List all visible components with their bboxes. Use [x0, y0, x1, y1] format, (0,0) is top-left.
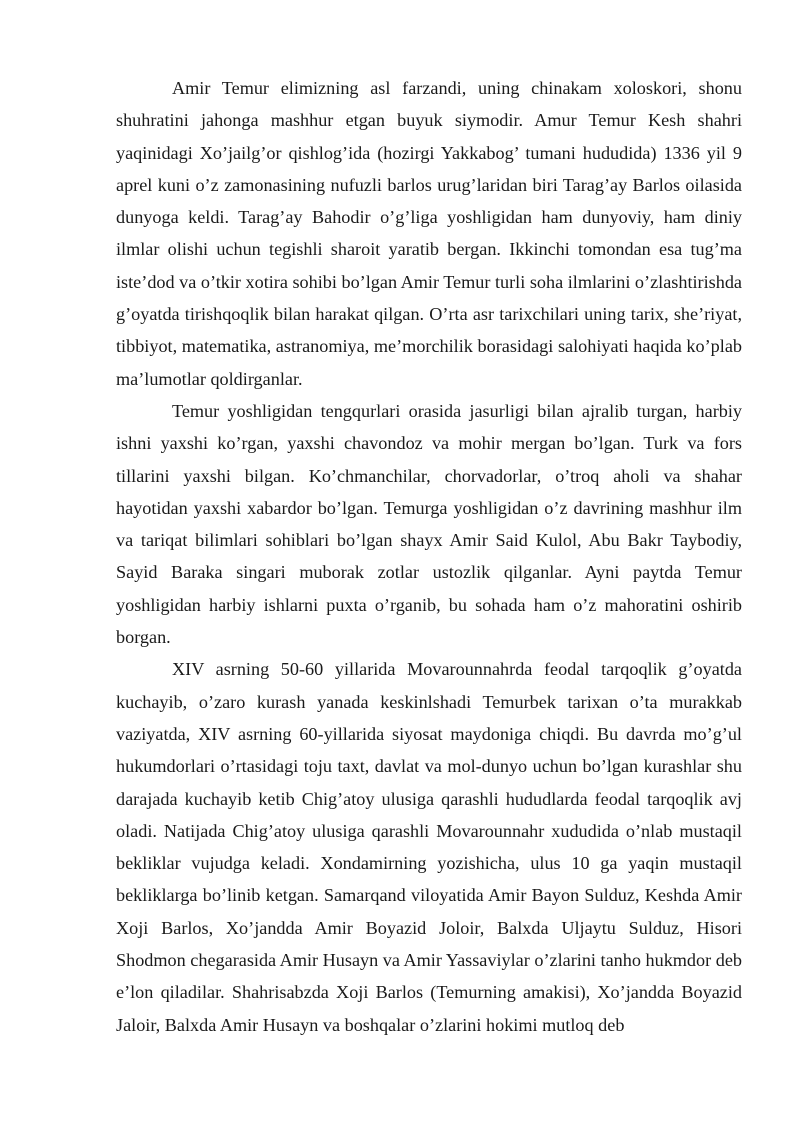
paragraph-feudal-fragmentation: XIV asrning 50-60 yillarida Movarounnahrda feodal tarqoqlik g’oyatda kuchayib, o’zaro kurash yanada keskinlshadi Temurbek tarixan o’ta murakkab vaziyatda, XIV asrning 60-yillarida siyosat maydoniga chiqdi. Bu davrda mo’g’ul hukumdorlari o’rtasidagi toju taxt, davlat va mol-dunyo uchun bo’lgan kurashlar shu darajada kuchayib ketib Chig’atoy ulusiga qarashli hududlarda feodal tarqoqlik avj oladi. Natijada Chig’atoy ulusiga qarashli Movarounnahr xududida o’nlab mustaqil bekliklar vujudga keladi. Xondamirning yozishicha, ulus 10 ga yaqin mustaqil bekliklarga bo’linib ketgan. Samarqand viloyatida Amir Bayon Sulduz, Keshda Amir Xoji Barlos, Xo’jandda Amir Boyazid Joloir, Balxda Uljaytu Sulduz, Hisori Shodmon chegarasida Amir Husayn va Amir Yassaviylar o’zlarini tanho hukmdor deb e’lon qiladilar. Shahrisabzda Xoji Barlos (Temurning amakisi), Xo’jandda Boyazid Jaloir, Balxda Amir Husayn va boshqalar o’zlarini hokimi mutloq deb — [116, 659, 742, 1035]
paragraph-temur-youth: Temur yoshligidan tengqurlari orasida jasurligi bilan ajralib turgan, harbiy ishni yaxshi ko’rgan, yaxshi chavondoz va mohir mergan bo’lgan. Turk va fors tillarini yaxshi bilgan. Ko’chmanchilar, chorvadorlar, o’troq aholi va shahar hayotidan yaxshi xabardor bo’lgan. Temurga yoshligidan o’z davrining mashhur ilm va tariqat bilimlari sohiblari bo’lgan shayx Amir Said Kulol, Abu Bakr Taybodiy, Sayid Baraka singari muborak zotlar ustozlik qilganlar. Ayni paytda Temur yoshligidan harbiy ishlarni puxta o’rganib, bu sohada ham o’z mahoratini oshirib borgan. — [116, 400, 742, 648]
document-page — [116, 72, 742, 1041]
paragraph-amir-temur-origins: Amir Temur elimizning asl farzandi, uning chinakam xoloskori, shonu shuhratini jahonga mashhur etgan buyuk siymodir. Amur Temur Kesh shahri yaqinidagi Xo’jailg’or qishlog’ida (hozirgi Yakkabog’ tumani hududida) 1336 yil 9 aprel kuni o’z zamonasining nufuzli barlos urug’laridan biri Tarag’ay Barlos oilasida dunyoga keldi. Tarag’ay Bahodir o’g’liga yoshligidan ham dunyoviy, ham diniy ilmlar olishi uchun tegishli sharoit yaratib bergan. Ikkinchi tomondan esa tug’ma iste’dod va o’tkir xotira sohibi bo’lgan Amir Temur turli soha ilmlarini o’zlashtirishda g’oyatda tirishqoqlik bilan harakat qilgan. O’rta asr tarixchilari uning tarix, she’riyat, tibbiyot, matematika, astranomiya, me’morchilik borasidagi salohiyati haqida ko’plab ma’lumotlar qoldirganlar. — [116, 78, 742, 389]
